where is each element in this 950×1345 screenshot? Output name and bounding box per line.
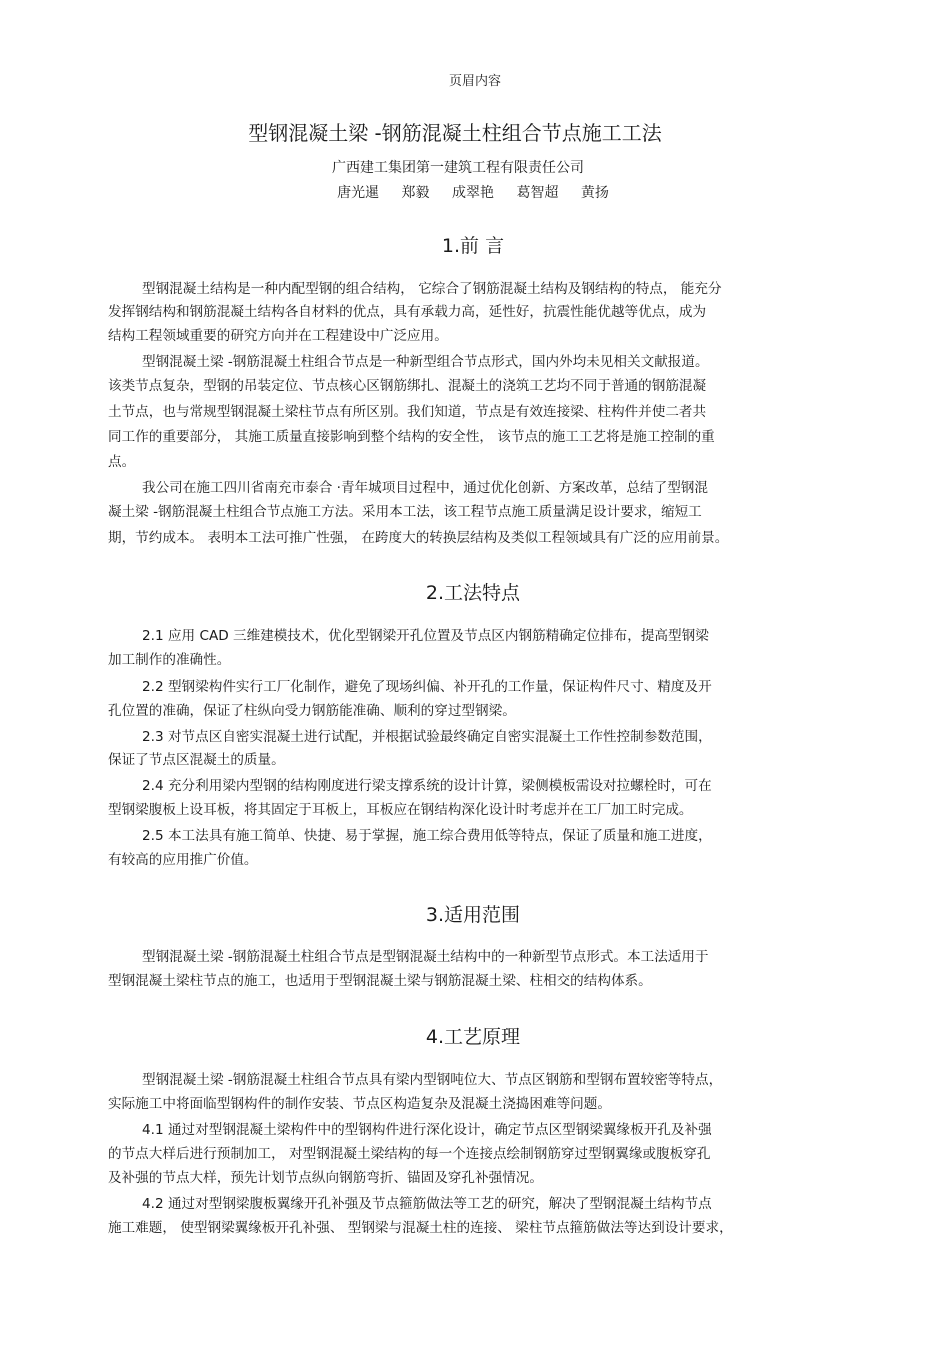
paragraph-line: 型钢混凝土梁 -钢筋混凝土柱组合节点具有梁内型钢吨位大、节点区钢筋和型钢布置较密等特点， [142,1072,723,1088]
paragraph-line: 4.2 通过对型钢梁腹板翼缘开孔补强及节点箍筋做法等工艺的研究，解决了型钢混凝土结构节点 [142,1196,712,1212]
paragraph-line: 凝土梁 -钢筋混凝土柱组合节点施工方法。采用本工法，该工程节点施工质量满足设计要求，缩短工 [108,504,702,520]
author: 郑毅 [401,185,430,201]
paragraph-line: 土节点，也与常规型钢混凝土梁柱节点有所区别。我们知道，节点是有效连接梁、柱构件并使二者共 [108,404,707,420]
author: 葛智超 [516,185,559,201]
paragraph-line: 同工作的重要部分， 其施工质量直接影响到整个结构的安全性， 该节点的施工工艺将是施工控制的重 [108,429,715,445]
paragraph-line: 实际施工中将面临型钢构件的制作安装、节点区构造复杂及混凝土浇捣困难等问题。 [108,1096,611,1112]
paragraph-line: 该类节点复杂，型钢的吊装定位、节点核心区钢筋绑扎、混凝土的浇筑工艺均不同于普通的钢筋混凝 [108,378,707,394]
paragraph-line: 孔位置的准确，保证了柱纵向受力钢筋能准确、顺利的穿过型钢梁。 [108,703,516,719]
paragraph-line: 2.2 型钢梁构件实行工厂化制作，避免了现场纠偏、补开孔的工作量，保证构件尺寸、精度及开 [142,679,712,695]
author: 黄扬 [580,185,609,201]
paragraph-line: 的节点大样后进行预制加工， 对型钢混凝土梁结构的每一个连接点绘制钢筋穿过型钢翼缘或腹板穿孔 [108,1146,711,1162]
paragraph-line: 有较高的应用推广价值。 [108,852,258,868]
section-heading: 1.前 言 [441,235,505,257]
paragraph-line: 2.1 应用 CAD 三维建模技术，优化型钢梁开孔位置及节点区内钢筋精确定位排布，提高型钢梁 [142,628,709,644]
paragraph-line: 保证了节点区混凝土的质量。 [108,752,285,768]
section-heading: 4.工艺原理 [425,1026,521,1048]
section-heading: 2.工法特点 [425,582,521,604]
paragraph-line: 型钢梁腹板上设耳板，将其固定于耳板上，耳板应在钢结构深化设计时考虑并在工厂加工时完成。 [108,802,693,818]
paragraph-line: 结构工程领域重要的研究方向并在工程建设中广泛应用。 [108,328,448,344]
paragraph-line: 2.5 本工法具有施工简单、快捷、易于掌握，施工综合费用低等特点，保证了质量和施工进度， [142,828,712,844]
paragraph-line: 2.4 充分利用梁内型钢的结构刚度进行梁支撑系统的设计计算，梁侧模板需设对拉螺栓时，可在 [142,778,712,794]
section-heading: 3.适用范围 [425,904,521,926]
paragraph-line: 期，节约成本。 表明本工法可推广性强， 在跨度大的转换层结构及类似工程领域具有广泛的应用前景。 [108,530,729,546]
document-title: 型钢混凝土梁 -钢筋混凝土柱组合节点施工工法 [248,121,662,145]
paragraph-line: 型钢混凝土梁 -钢筋混凝土柱组合节点是型钢混凝土结构中的一种新型节点形式。本工法适用于 [142,949,709,965]
paragraph-line: 2.3 对节点区自密实混凝土进行试配，并根据试验最终确定自密实混凝土工作性控制参数范围， [142,729,712,745]
page-header: 页眉内容 [448,74,501,89]
paragraph-line: 施工难题， 使型钢梁翼缘板开孔补强、 型钢梁与混凝土柱的连接、 梁柱节点箍筋做法等达到设计要求， [108,1220,733,1236]
paragraph-line: 型钢混凝土结构是一种内配型钢的组合结构， 它综合了钢筋混凝土结构及钢结构的特点， 能充分 [142,281,722,297]
paragraph-line: 发挥钢结构和钢筋混凝土结构各自材料的优点，具有承载力高，延性好，抗震性能优越等优点，成为 [108,304,707,320]
company-name: 广西建工集团第一建筑工程有限责任公司 [332,160,584,176]
author: 成翠艳 [452,185,494,201]
paragraph-line: 点。 [108,454,136,470]
paragraph-line: 型钢混凝土梁 -钢筋混凝土柱组合节点是一种新型组合节点形式，国内外均未见相关文献报道。 [142,354,709,370]
paragraph-line: 加工制作的准确性。 [108,652,231,668]
paragraph-line: 型钢混凝土梁柱节点的施工，也适用于型钢混凝土梁与钢筋混凝土梁、柱相交的结构体系。 [108,973,652,989]
paragraph-line: 我公司在施工四川省南充市泰合 ·青年城项目过程中，通过优化创新、方案改革，总结了型钢混 [142,480,708,496]
paragraph-line: 及补强的节点大样，预先计划节点纵向钢筋弯折、锚固及穿孔补强情况。 [108,1170,543,1186]
author: 唐光暹 [337,185,380,201]
author-list [0,182,946,202]
paragraph-line: 4.1 通过对型钢混凝土梁构件中的型钢构件进行深化设计，确定节点区型钢梁翼缘板开孔及补强 [142,1122,712,1138]
